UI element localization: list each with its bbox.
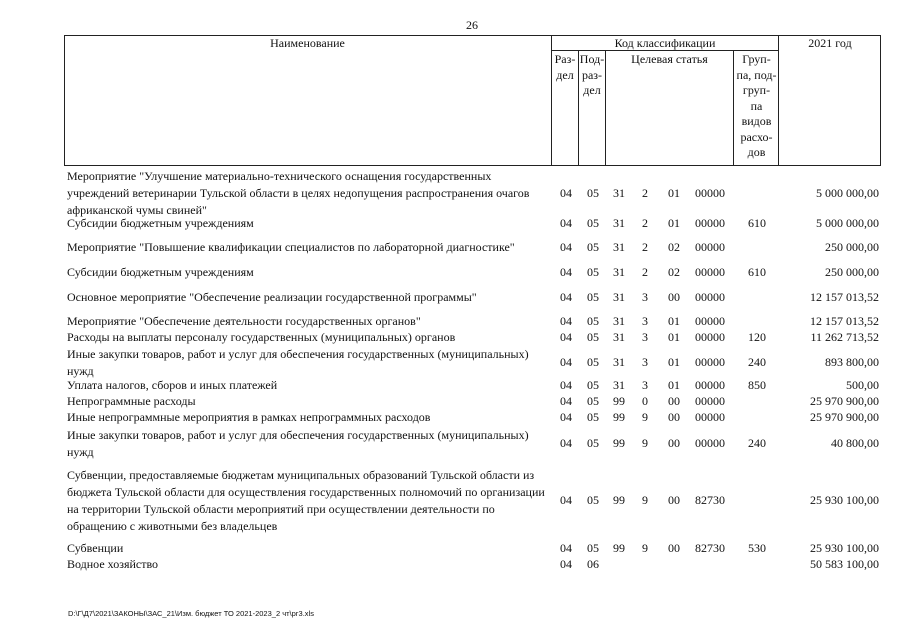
page-number: 26: [466, 18, 478, 32]
row-code-t4: 00000: [695, 215, 725, 230]
row-code-t4: 82730: [695, 540, 725, 555]
row-code-t1: 31: [613, 215, 625, 230]
row-code-rz: 04: [560, 436, 572, 450]
row-code-rz: 04: [560, 355, 572, 369]
header-name: Наименование: [270, 36, 345, 50]
row-code-pr: 05: [587, 264, 599, 279]
row-code-t3: 00: [668, 493, 680, 507]
row-code-t2: 3: [642, 313, 648, 328]
row-amount: 5 000 000,00: [816, 185, 879, 200]
row-name: Уплата налогов, сборов и иных платежей: [67, 378, 278, 392]
row-code-t4: 00000: [695, 377, 725, 392]
row-code-vr: 240: [748, 436, 766, 450]
row-code-t4: 00000: [695, 264, 725, 279]
row-code-t3: 01: [668, 215, 680, 230]
row-code-t3: 00: [668, 289, 680, 304]
row-amount: 12 157 013,52: [810, 313, 879, 328]
row-code-t3: 00: [668, 409, 680, 424]
row-code-pr: 05: [587, 313, 599, 328]
header-podrazdel: Под- раз- дел: [579, 52, 605, 97]
row-code-t1: 99: [613, 409, 625, 424]
file-path-footer: D:\Г\Д7\2021\ЗАКОНЫ\ЗАС_21\Изм. бюджет ТО 2021-2023_2 чт\рг3.xls: [68, 609, 314, 618]
row-code-pr: 05: [587, 540, 599, 555]
row-code-rz: 04: [560, 393, 572, 408]
table-row: [0, 289, 905, 306]
table-row: [0, 329, 905, 346]
row-code-rz: 04: [560, 289, 572, 304]
row-code-t2: 9: [642, 436, 648, 450]
row-code-t2: 9: [642, 409, 648, 424]
row-code-vr: 610: [748, 264, 766, 279]
row-code-t3: 01: [668, 355, 680, 369]
row-code-rz: 04: [560, 264, 572, 279]
row-code-t1: 31: [613, 289, 625, 304]
row-code-t2: 2: [642, 215, 648, 230]
row-code-t4: 00000: [695, 393, 725, 408]
row-code-rz: 04: [560, 409, 572, 424]
row-code-rz: 04: [560, 329, 572, 344]
row-code-rz: 04: [560, 377, 572, 392]
row-amount: 11 262 713,52: [810, 329, 879, 344]
table-row: [0, 313, 905, 330]
row-code-t2: 0: [642, 393, 648, 408]
row-code-t4: 00000: [695, 436, 725, 450]
row-name: Мероприятие "Повышение квалификации специалистов по лабораторной диагностике": [67, 240, 515, 254]
row-code-t2: 2: [642, 264, 648, 279]
row-amount: 25 930 100,00: [810, 540, 879, 555]
row-code-t4: 82730: [695, 493, 725, 507]
table-row: [0, 393, 905, 410]
table-row: [0, 215, 905, 232]
row-code-vr: 850: [748, 377, 766, 392]
header-year: 2021 год: [808, 36, 852, 50]
row-code-t1: 31: [613, 239, 625, 254]
row-code-pr: 05: [587, 185, 599, 200]
row-code-t3: 00: [668, 393, 680, 408]
row-amount: 250 000,00: [825, 239, 879, 254]
row-amount: 893 800,00: [825, 355, 879, 369]
row-name: Субсидии бюджетным учреждениям: [67, 216, 254, 230]
row-name: Мероприятие "Обеспечение деятельности государственных органов": [67, 314, 421, 328]
row-code-rz: 04: [560, 185, 572, 200]
row-code-t4: 00000: [695, 409, 725, 424]
row-code-vr: 610: [748, 215, 766, 230]
row-name: Иные закупки товаров, работ и услуг для обеспечения государственных (муниципальных) нужд: [67, 347, 529, 378]
table-row: [0, 427, 905, 461]
row-amount: 40 800,00: [831, 436, 879, 450]
row-name: Непрограммные расходы: [67, 394, 196, 408]
row-amount: 25 930 100,00: [810, 493, 879, 507]
row-code-t2: 3: [642, 377, 648, 392]
table-row: [0, 556, 905, 573]
row-code-pr: 05: [587, 239, 599, 254]
row-name: Расходы на выплаты персоналу государственных (муниципальных) органов: [67, 330, 456, 344]
row-code-pr: 05: [587, 289, 599, 304]
row-code-pr: 05: [587, 409, 599, 424]
row-code-t4: 00000: [695, 185, 725, 200]
row-code-rz: 04: [560, 215, 572, 230]
row-code-t2: 9: [642, 540, 648, 555]
row-code-t3: 02: [668, 239, 680, 254]
header-code: Код классификации: [614, 36, 716, 50]
row-name: Водное хозяйство: [67, 557, 159, 571]
row-code-t1: 99: [613, 393, 625, 408]
row-code-t3: 01: [668, 329, 680, 344]
row-code-pr: 05: [587, 493, 599, 507]
row-code-pr: 05: [587, 329, 599, 344]
table-row: [0, 409, 905, 426]
table-row: [0, 264, 905, 281]
row-code-pr: 06: [587, 556, 599, 571]
row-code-pr: 05: [587, 436, 599, 450]
row-code-vr: 530: [748, 540, 766, 555]
row-code-vr: 120: [748, 329, 766, 344]
row-code-pr: 05: [587, 215, 599, 230]
row-amount: 25 970 900,00: [810, 409, 879, 424]
row-amount: 250 000,00: [825, 264, 879, 279]
row-code-t1: 99: [613, 493, 625, 507]
row-code-t3: 01: [668, 377, 680, 392]
row-name: Мероприятие "Улучшение материально-технического оснащения государственных учреждений ветеринарии Тульской области в целях недопущения распространения очагов африканской чумы свиней": [67, 169, 530, 217]
header-group: Груп- па, под- груп- па видов расхо- дов: [736, 52, 777, 159]
row-amount: 5 000 000,00: [816, 215, 879, 230]
row-code-t1: 99: [613, 540, 625, 555]
row-amount: 25 970 900,00: [810, 393, 879, 408]
row-code-t1: 31: [613, 355, 625, 369]
row-code-t2: 9: [642, 493, 648, 507]
row-code-rz: 04: [560, 239, 572, 254]
row-code-t4: 00000: [695, 355, 725, 369]
row-code-rz: 04: [560, 556, 572, 571]
row-code-rz: 04: [560, 493, 572, 507]
row-code-t1: 31: [613, 264, 625, 279]
row-name: Субвенции, предоставляемые бюджетам муниципальных образований Тульской области из бюджета Тульской области для осуществления государственных полномочий по организации на территории Тульской области мероприятий при осуществлении деятельности по обращению с животными без владельцев: [67, 468, 545, 533]
row-amount: 50 583 100,00: [810, 556, 879, 571]
row-name: Основное мероприятие "Обеспечение реализации государственной программы": [67, 290, 477, 304]
row-code-t1: 31: [613, 329, 625, 344]
row-code-t2: 3: [642, 329, 648, 344]
row-code-pr: 05: [587, 377, 599, 392]
row-code-t2: 2: [642, 239, 648, 254]
row-name: Субвенции: [67, 541, 124, 555]
row-amount: 12 157 013,52: [810, 289, 879, 304]
row-name: Иные закупки товаров, работ и услуг для обеспечения государственных (муниципальных) нужд: [67, 428, 529, 459]
row-code-t3: 00: [668, 540, 680, 555]
table-row: [0, 346, 905, 380]
header-razdel: Раз- дел: [554, 52, 576, 82]
row-code-pr: 05: [587, 393, 599, 408]
row-code-t3: 02: [668, 264, 680, 279]
row-code-t3: 01: [668, 313, 680, 328]
row-code-t1: 99: [613, 436, 625, 450]
row-code-t4: 00000: [695, 313, 725, 328]
table-row: [0, 540, 905, 557]
table-row: [0, 239, 905, 256]
header-target: Целевая статья: [631, 52, 708, 66]
row-code-t4: 00000: [695, 289, 725, 304]
row-code-t3: 00: [668, 436, 680, 450]
row-code-t1: 31: [613, 377, 625, 392]
row-code-rz: 04: [560, 313, 572, 328]
row-code-t2: 3: [642, 289, 648, 304]
row-name: Иные непрограммные мероприятия в рамках непрограммных расходов: [67, 410, 431, 424]
row-name: Субсидии бюджетным учреждениям: [67, 265, 254, 279]
row-code-rz: 04: [560, 540, 572, 555]
row-code-pr: 05: [587, 355, 599, 369]
row-code-t4: 00000: [695, 239, 725, 254]
row-code-vr: 240: [748, 355, 766, 369]
row-code-t1: 31: [613, 313, 625, 328]
row-code-t1: 31: [613, 185, 625, 200]
row-code-t4: 00000: [695, 329, 725, 344]
table-row: [0, 168, 905, 219]
row-code-t3: 01: [668, 185, 680, 200]
table-row: [0, 377, 905, 394]
row-code-t2: 2: [642, 185, 648, 200]
row-code-t2: 3: [642, 355, 648, 369]
row-amount: 500,00: [846, 377, 879, 392]
table-row: [0, 467, 905, 535]
